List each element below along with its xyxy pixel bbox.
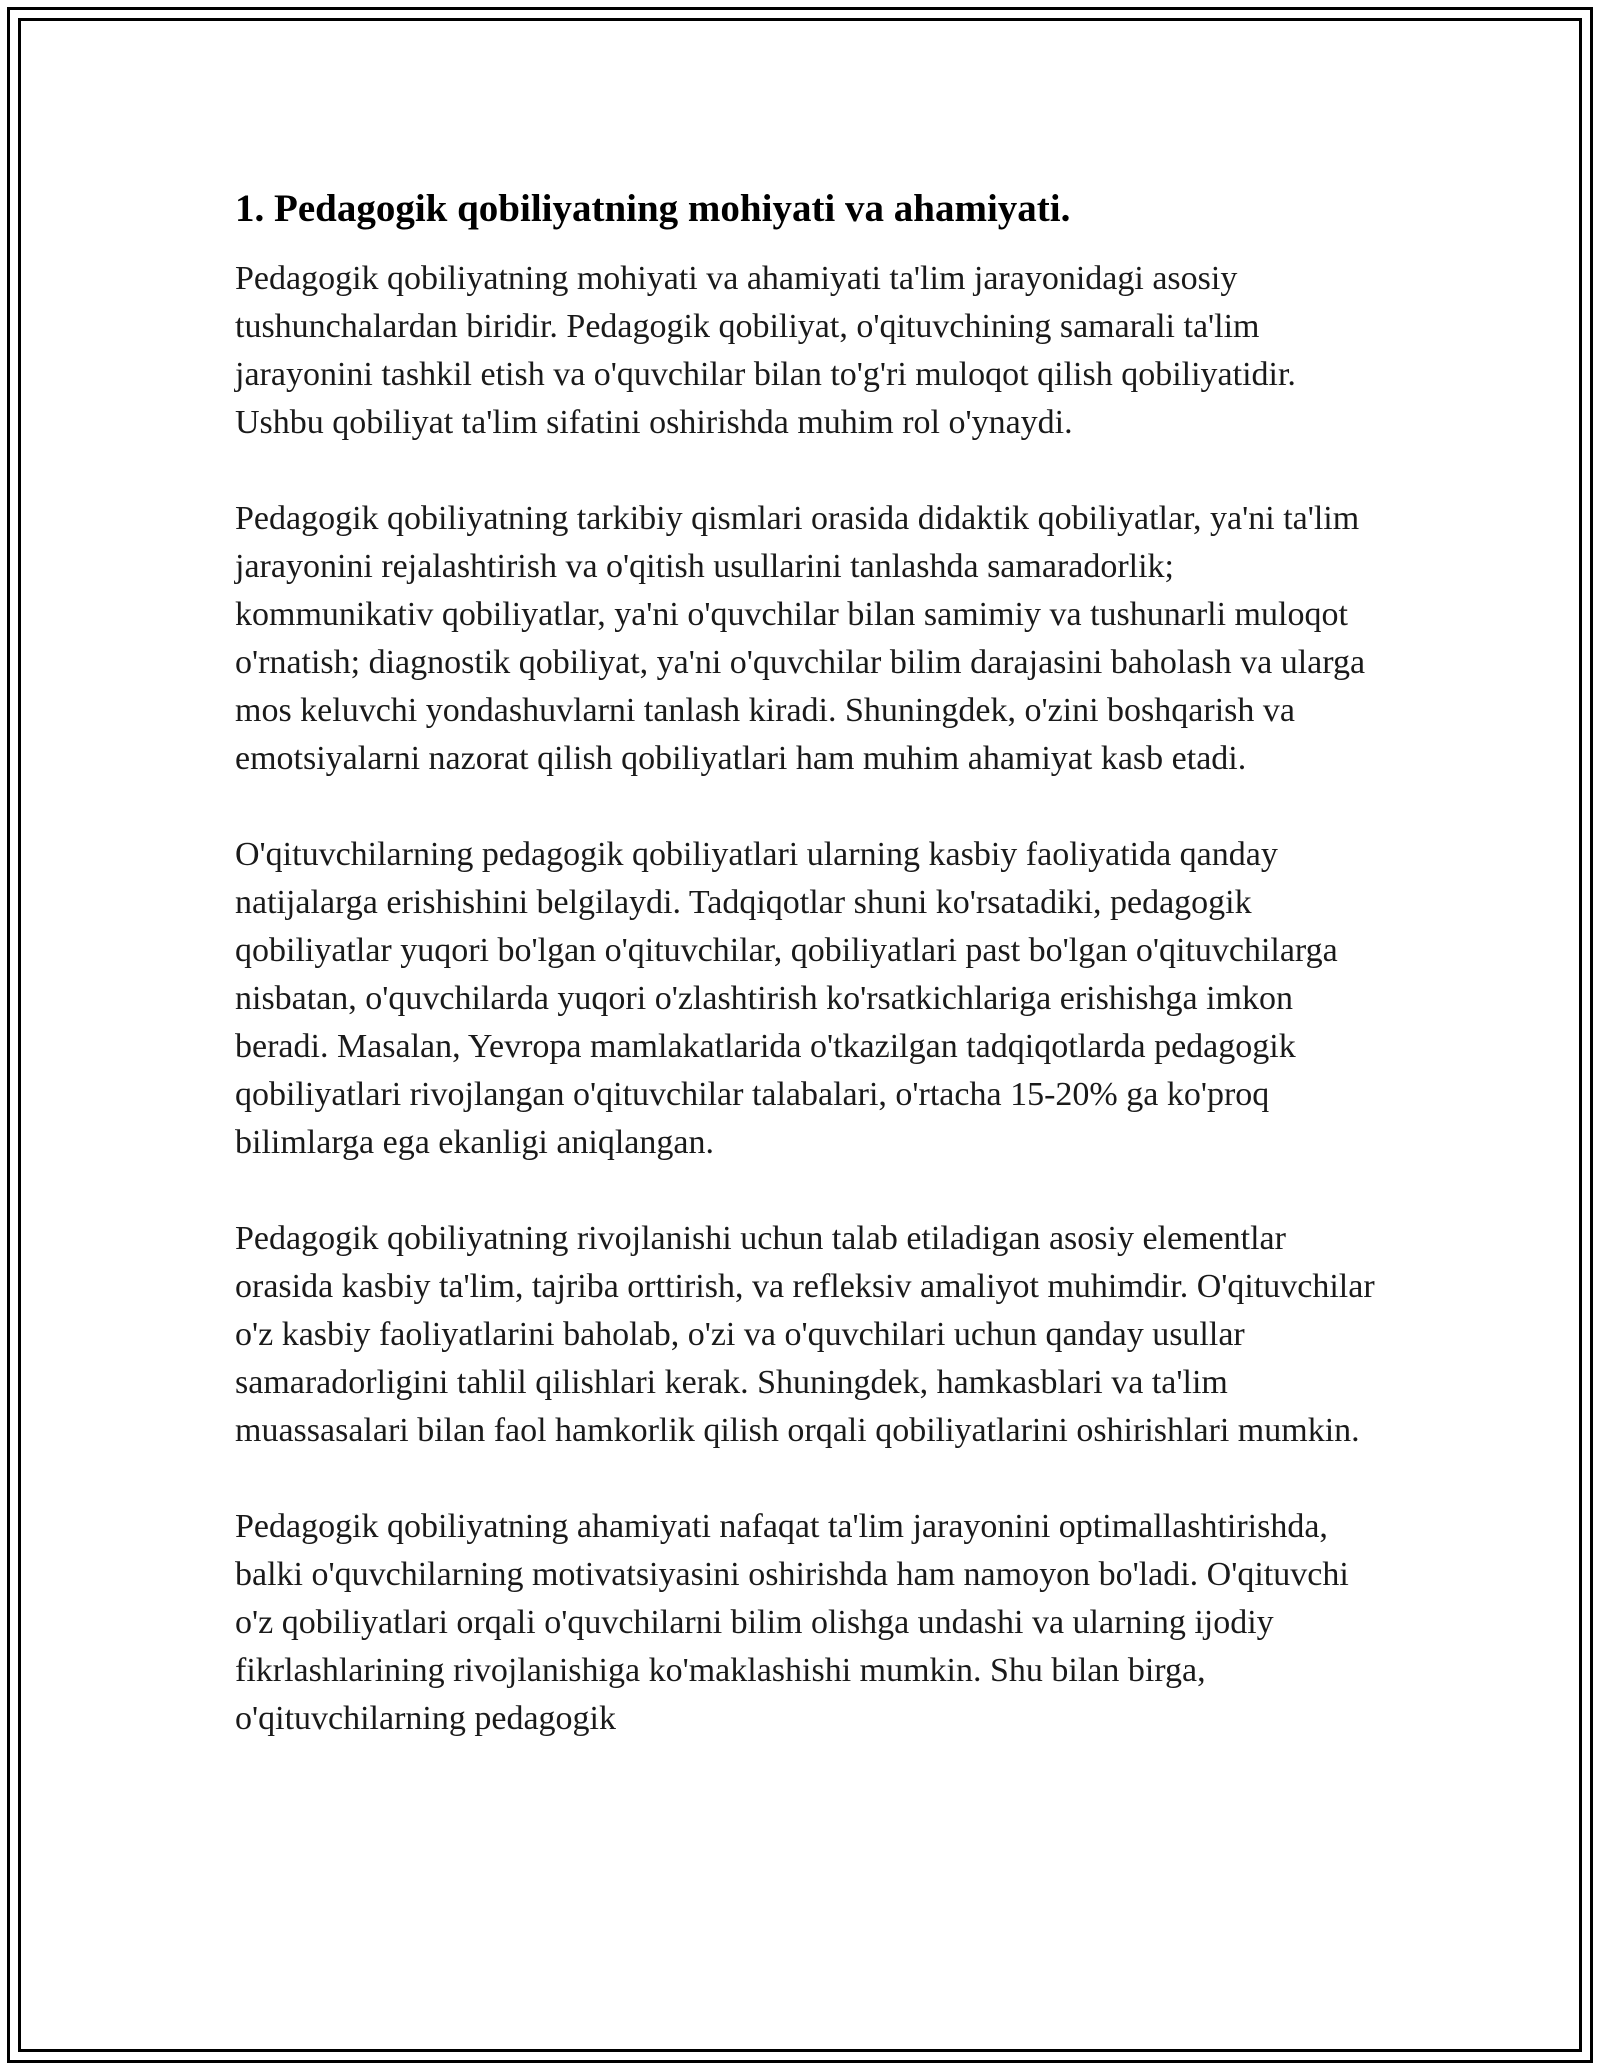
paragraph-list [235,255,1380,1743]
paragraph: O'qituvchilarning pedagogik qobiliyatlari ularning kasbiy faoliyatida qanday natijalarga erishishini belgilaydi. Tadqiqotlar shuni ko'rsatadiki, pedagogik qobiliyatlar yuqori bo'lgan o'qituvchilar, qobiliyatlari past bo'lgan o'qituvchilarga nisbatan, o'quvchilarda yuqori o'zlashtirish ko'rsatkichlariga erishishga imkon beradi. Masalan, Yevropa mamlakatlarida o'tkazilgan tadqiqotlarda pedagogik qobiliyatlari rivojlangan o'qituvchilar talabalari, o'rtacha 15-20% ga ko'proq bilimlarga ega ekanligi aniqlangan. [235,835,1338,1161]
document-body [235,186,1380,1791]
paragraph: Pedagogik qobiliyatning rivojlanishi uchun talab etiladigan asosiy elementlar orasida kasbiy ta'lim, tajriba orttirish, va refleksiv amaliyot muhimdir. O'qituvchilar o'z kasbiy faoliyatlarini baholab, o'zi va o'quvchilari uchun qanday usullar samaradorligini tahlil qilishlari kerak. Shuningdek, hamkasblari va ta'lim muassasalari bilan faol hamkorlik qilish orqali qobiliyatlarini oshirishlari mumkin. [235,1219,1375,1449]
paragraph: Pedagogik qobiliyatning mohiyati va ahamiyati ta'lim jarayonidagi asosiy tushunchalardan biridir. Pedagogik qobiliyat, o'qituvchining samarali ta'lim jarayonini tashkil etish va o'quvchilar bilan to'g'ri muloqot qilish qobiliyatidir. Ushbu qobiliyat ta'lim sifatini oshirishda muhim rol o'ynaydi. [235,259,1296,441]
section-heading: 1. Pedagogik qobiliyatning mohiyati va ahamiyati. [235,187,1071,230]
paragraph: Pedagogik qobiliyatning ahamiyati nafaqat ta'lim jarayonini optimallashtirishda, balki o'quvchilarning motivatsiyasini oshirishda ham namoyon bo'ladi. O'qituvchi o'z qobiliyatlari orqali o'quvchilarni bilim olishga undashi va ularning ijodiy fikrlashlarining rivojlanishiga ko'maklashishi mumkin. Shu bilan birga, o'qituvchilarning pedagogik [235,1507,1349,1737]
paragraph: Pedagogik qobiliyatning tarkibiy qismlari orasida didaktik qobiliyatlar, ya'ni ta'lim jarayonini rejalashtirish va o'qitish usullarini tanlashda samaradorlik; kommunikativ qobiliyatlar, ya'ni o'quvchilar bilan samimiy va tushunarli muloqot o'rnatish; diagnostik qobiliyat, ya'ni o'quvchilar bilim darajasini baholash va ularga mos keluvchi yondashuvlarni tanlash kiradi. Shuningdek, o'zini boshqarish va emotsiyalarni nazorat qilish qobiliyatlari ham muhim ahamiyat kasb etadi. [235,499,1366,777]
